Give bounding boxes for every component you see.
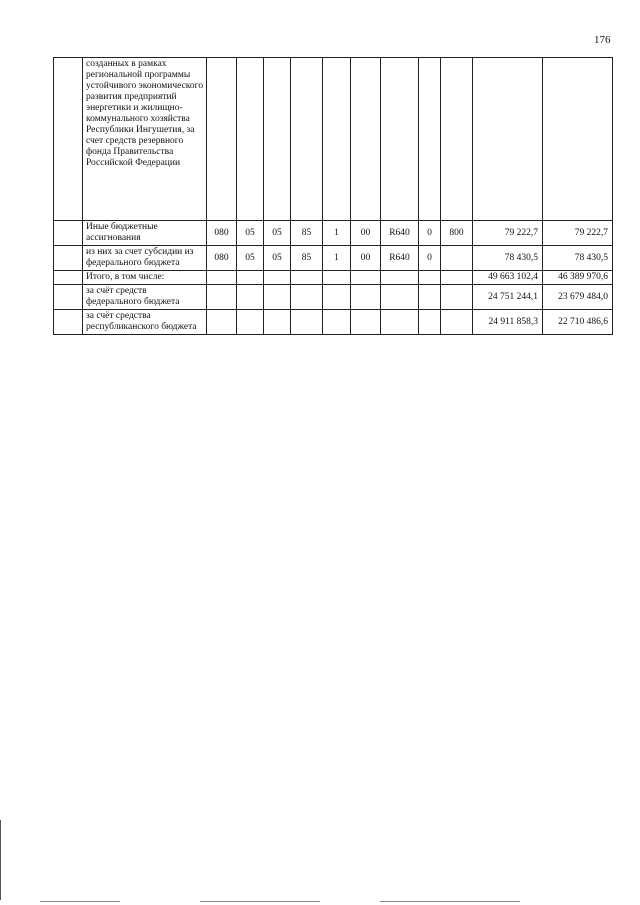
- table-cell: [207, 310, 237, 335]
- table-cell: [264, 58, 291, 221]
- table-cell: [54, 246, 83, 271]
- table-cell: [54, 58, 83, 221]
- table-cell: [54, 271, 83, 285]
- code-cell: 080: [207, 221, 237, 246]
- table-cell: [54, 310, 83, 335]
- table-row: [54, 285, 613, 310]
- table-cell: [473, 58, 543, 221]
- table-cell: [441, 271, 473, 285]
- table-cell: [351, 310, 381, 335]
- table-cell: [323, 310, 351, 335]
- amount-cell: 79 222,7: [543, 221, 613, 246]
- scan-artifact: [380, 901, 520, 902]
- table-cell: [323, 285, 351, 310]
- code-cell: 85: [291, 221, 323, 246]
- amount-cell: 78 430,5: [543, 246, 613, 271]
- table-cell: [441, 310, 473, 335]
- table-cell: [264, 285, 291, 310]
- amount-cell: 79 222,7: [473, 221, 543, 246]
- table-cell: [441, 58, 473, 221]
- table-cell: [543, 58, 613, 221]
- table-cell: [207, 58, 237, 221]
- scan-artifact: [40, 901, 120, 902]
- table-cell: [441, 285, 473, 310]
- table-cell: [351, 58, 381, 221]
- table-cell: [54, 285, 83, 310]
- code-cell: 080: [207, 246, 237, 271]
- amount-cell: 24 911 858,3: [473, 310, 543, 335]
- table-cell: [419, 271, 441, 285]
- table-cell: [237, 58, 264, 221]
- table-row: [54, 58, 613, 221]
- table-cell: [381, 310, 419, 335]
- table-row: [54, 246, 613, 271]
- table-cell: [291, 271, 323, 285]
- table-cell: [351, 271, 381, 285]
- table-cell: [381, 271, 419, 285]
- code-cell: 1: [323, 221, 351, 246]
- code-cell: 05: [237, 221, 264, 246]
- table-row: [54, 271, 613, 285]
- table-cell: [237, 285, 264, 310]
- code-cell: R640: [381, 246, 419, 271]
- code-cell: R640: [381, 221, 419, 246]
- row-name: за счёт средства республиканского бюджета: [83, 310, 207, 335]
- table-cell: [291, 285, 323, 310]
- row-name: Итого, в том числе:: [83, 271, 207, 285]
- code-cell: 0: [419, 246, 441, 271]
- code-cell: 800: [441, 221, 473, 246]
- table-cell: [419, 310, 441, 335]
- row-name: из них за счет субсидии из федерального бюджета: [83, 246, 207, 271]
- table-cell: [419, 285, 441, 310]
- amount-cell: 24 751 244,1: [473, 285, 543, 310]
- table-cell: [264, 271, 291, 285]
- table-cell: [237, 310, 264, 335]
- table-cell: [291, 310, 323, 335]
- table-cell: [419, 58, 441, 221]
- table-cell: [291, 58, 323, 221]
- table-cell: [381, 285, 419, 310]
- code-cell: 00: [351, 246, 381, 271]
- table-cell: [54, 221, 83, 246]
- table-cell: [264, 310, 291, 335]
- table-cell: [351, 285, 381, 310]
- code-cell: 1: [323, 246, 351, 271]
- table-row: [54, 310, 613, 335]
- scan-artifact: [0, 820, 1, 900]
- table-cell: [381, 58, 419, 221]
- code-cell: 05: [237, 246, 264, 271]
- row-name: созданных в рамках региональной программы устойчивого экономического развития предприятий энергетики и жилищно-коммунального хозяйства Республики Ингушетия, за счет средств резервного фонда Правительства Российской Федерации: [83, 58, 207, 221]
- amount-cell: 46 389 970,6: [543, 271, 613, 285]
- amount-cell: 22 710 486,6: [543, 310, 613, 335]
- budget-table: [53, 57, 613, 335]
- code-cell: 05: [264, 246, 291, 271]
- code-cell: 00: [351, 221, 381, 246]
- table-row: [54, 221, 613, 246]
- row-name: за счёт средств федерального бюджета: [83, 285, 207, 310]
- row-name: Иные бюджетные ассигнования: [83, 221, 207, 246]
- amount-cell: 78 430,5: [473, 246, 543, 271]
- scan-artifact: [200, 901, 320, 902]
- table-cell: [323, 58, 351, 221]
- table-cell: [207, 271, 237, 285]
- amount-cell: 23 679 484,0: [543, 285, 613, 310]
- code-cell: [441, 246, 473, 271]
- code-cell: 85: [291, 246, 323, 271]
- table-cell: [207, 285, 237, 310]
- page-number: 176: [594, 34, 611, 46]
- code-cell: 05: [264, 221, 291, 246]
- table-cell: [323, 271, 351, 285]
- amount-cell: 49 663 102,4: [473, 271, 543, 285]
- table-cell: [237, 271, 264, 285]
- code-cell: 0: [419, 221, 441, 246]
